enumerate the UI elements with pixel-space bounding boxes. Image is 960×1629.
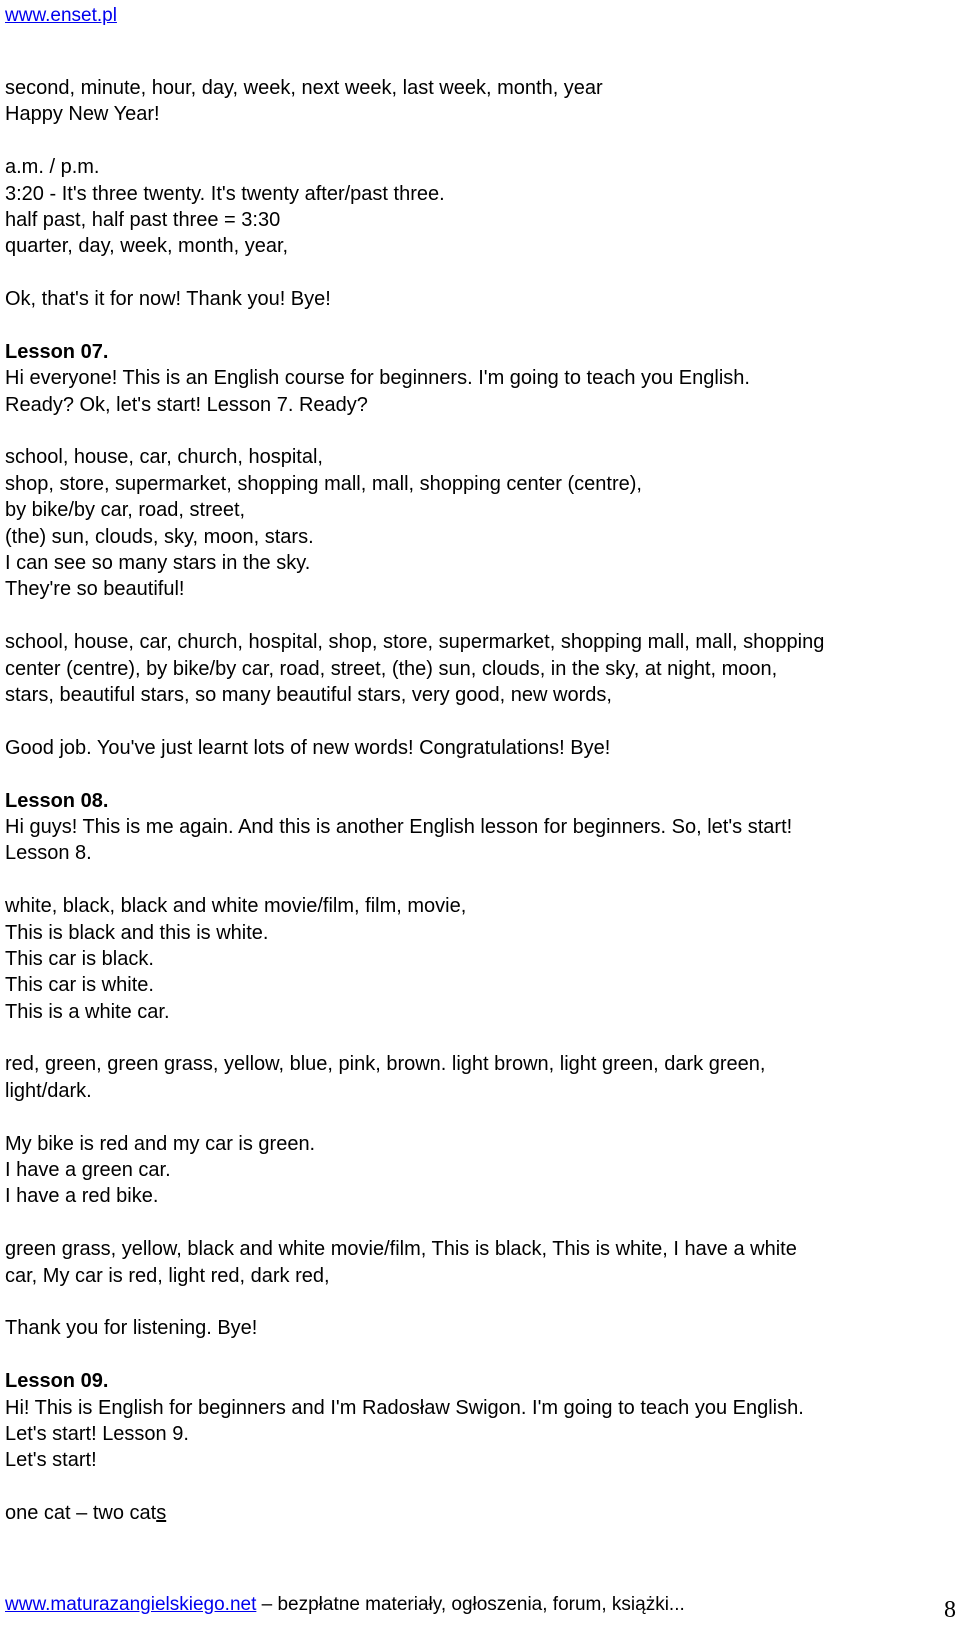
text-line: This is black and this is white. [5,921,269,944]
text-line: shop, store, supermarket, shopping mall, mall, shopping center (centre), [5,472,642,495]
text-line: school, house, car, church, hospital, shop, store, supermarket, shopping mall, mall, shopping [5,631,825,654]
text-line: Lesson 8. [5,842,92,865]
text-line: My bike is red and my car is green. [5,1132,316,1155]
plural-suffix: s [156,1502,167,1525]
text-line: half past, half past three = 3:30 [5,208,281,231]
lesson-heading: Lesson 08. [5,789,109,812]
paragraph-time-words [5,75,955,128]
paragraph-places [5,444,955,602]
lesson-heading: Lesson 07. [5,340,109,363]
text-line: (the) sun, clouds, sky, moon, stars. [5,525,314,548]
plural-example-text: one cat – two cat [5,1502,157,1525]
text-line: I can see so many stars in the sky. [5,552,311,575]
text-line: by bike/by car, road, street, [5,499,246,522]
page-footer [5,1594,955,1616]
paragraph-bike-car [5,1131,955,1210]
footer-link[interactable]: www.maturazangielskiego.net [5,1594,257,1615]
paragraph-colors [5,1051,955,1104]
lesson-heading: Lesson 09. [5,1370,109,1393]
text-line: light/dark. [5,1079,92,1102]
paragraph-black-white [5,893,955,1025]
text-line: Hi everyone! This is an English course for beginners. I'm going to teach you English. [5,367,750,390]
text-line: Happy New Year! [5,103,160,126]
text-line: stars, beautiful stars, so many beautiful stars, very good, new words, [5,683,612,706]
text-line: car, My car is red, light red, dark red, [5,1264,330,1287]
lesson-09-section [5,1368,955,1474]
text-line: This car is black. [5,947,154,970]
text-line: Thank you for listening. Bye! [5,1317,258,1340]
text-line: red, green, green grass, yellow, blue, pink, brown. light brown, light green, dark green, [5,1053,766,1076]
paragraph-good-job [5,735,955,761]
text-line: Let's start! Lesson 9. [5,1422,189,1445]
paragraph-plurals [5,1500,955,1526]
text-line: green grass, yellow, black and white movie/film, This is black, This is white, I have a white [5,1238,797,1261]
text-line: Hi! This is English for beginners and I'm Radosław Swigon. I'm going to teach you English. [5,1396,804,1419]
paragraph-review-07 [5,629,955,708]
text-line: Ok, that's it for now! Thank you! Bye! [5,288,331,311]
text-line: Ready? Ok, let's start! Lesson 7. Ready? [5,393,368,416]
text-line: I have a red bike. [5,1185,159,1208]
footer-text: – bezpłatne materiały, ogłoszenia, forum, książki... [256,1594,685,1615]
text-line: center (centre), by bike/by car, road, street, (the) sun, clouds, in the sky, at night, moon, [5,657,778,680]
text-line: Let's start! [5,1449,97,1472]
text-line: second, minute, hour, day, week, next week, last week, month, year [5,77,603,99]
text-line: This car is white. [5,974,154,997]
text-line: I have a green car. [5,1159,171,1182]
text-line [5,1500,955,1526]
text-line: 3:20 - It's three twenty. It's twenty after/past three. [5,182,445,205]
text-line: a.m. / p.m. [5,156,100,179]
text-line: They're so beautiful! [5,578,185,601]
text-line: white, black, black and white movie/film, film, movie, [5,895,467,918]
text-line: Good job. You've just learnt lots of new words! Congratulations! Bye! [5,736,611,759]
text-line: Hi guys! This is me again. And this is another English lesson for beginners. So, let's start! [5,815,793,838]
header-link[interactable]: www.enset.pl [5,5,117,26]
document-body [5,75,955,1526]
lesson-07-section [5,339,955,418]
paragraph-thank-you [5,1315,955,1341]
paragraph-time-expressions [5,154,955,260]
lesson-08-section [5,788,955,867]
text-line: This is a white car. [5,1000,170,1023]
text-line: school, house, car, church, hospital, [5,446,323,469]
paragraph-goodbye [5,286,955,312]
paragraph-review-08 [5,1236,955,1289]
page-number: 8 [944,1597,956,1623]
text-line: quarter, day, week, month, year, [5,235,289,258]
